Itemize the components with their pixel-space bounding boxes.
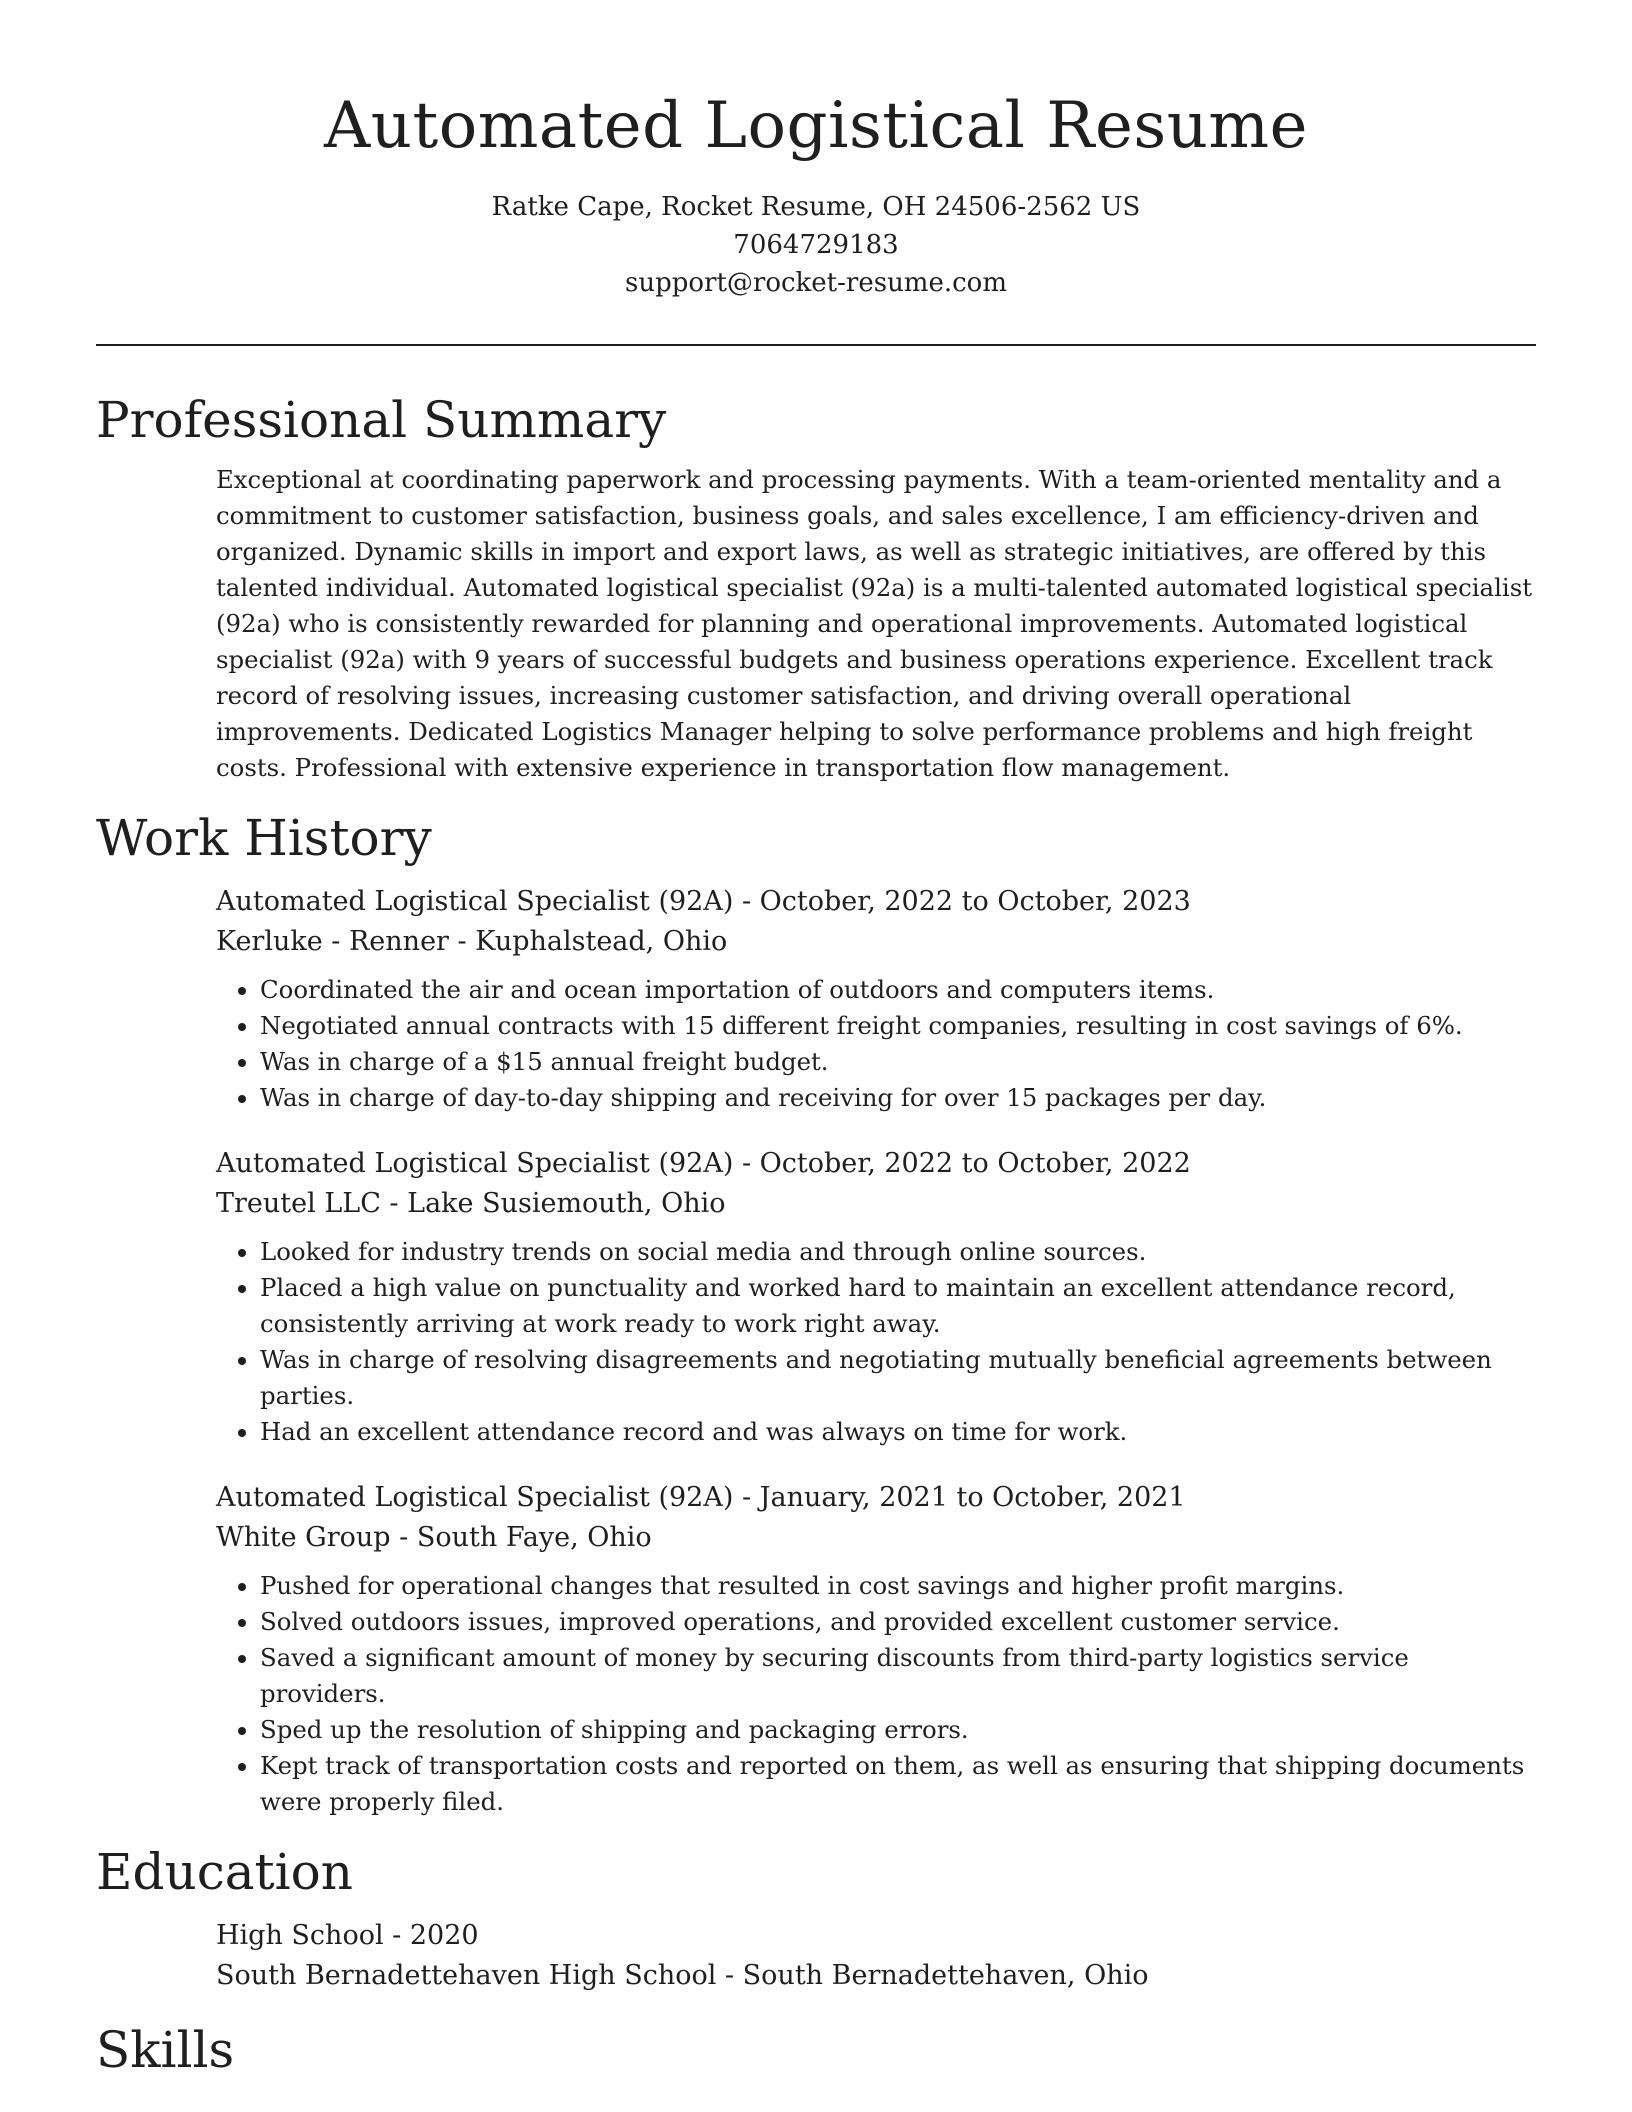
job-bullet: • Sped up the resolution of shipping and packaging errors. [260,1712,1536,1748]
contact-email: support@rocket-resume.com [624,268,1007,298]
section-heading-summary: Professional Summary [96,391,667,449]
job-bullet: • Pushed for operational changes that resulted in cost savings and higher profit margins. [260,1568,1536,1604]
job-title: Automated Logistical Specialist (92A) - October, 2022 to October, 2023 [216,886,1191,917]
summary-section [96,388,1536,786]
job-bullet: • Was in charge of day-to-day shipping and receiving for over 15 packages per day. [260,1080,1536,1116]
education-section [96,1840,1536,1996]
job-bullet: • Solved outdoors issues, improved operations, and provided excellent customer service. [260,1604,1536,1640]
job-bullet: • Looked for industry trends on social media and through online sources. [260,1234,1536,1270]
education-school: South Bernadettehaven High School - South Bernadettehaven, Ohio [216,1960,1149,1991]
contact-address: Ratke Cape, Rocket Resume, OH 24506-2562 US [491,192,1141,222]
job-entry [216,1144,1536,1450]
job-bullet: • Saved a significant amount of money by securing discounts from third-party logistics service providers. [260,1640,1536,1712]
resume-title: Automated Logistical Resume [324,89,1308,163]
job-bullet: • Was in charge of resolving disagreements and negotiating mutually beneficial agreements between parties. [260,1342,1536,1414]
job-bullets [216,972,1536,1116]
job-bullets [216,1234,1536,1450]
job-bullet: • Kept track of transportation costs and reported on them, as well as ensuring that shipping documents were properly filed. [260,1748,1536,1820]
job-entry [216,882,1536,1116]
job-bullet: • Placed a high value on punctuality and worked hard to maintain an excellent attendance record, consistently arriving at work ready to work right away. [260,1270,1536,1342]
contact-phone: 7064729183 [733,230,899,260]
skills-section [96,2018,1536,2082]
work-history-section [96,806,1536,1820]
job-company: Treutel LLC - Lake Susiemouth, Ohio [216,1188,726,1219]
job-bullet: • Negotiated annual contracts with 15 different freight companies, resulting in cost savings of 6%. [260,1008,1536,1044]
job-bullet: • Had an excellent attendance record and was always on time for work. [260,1414,1536,1450]
job-bullets [216,1568,1536,1820]
job-bullet: • Coordinated the air and ocean importation of outdoors and computers items. [260,972,1536,1008]
resume-header [96,0,1536,302]
section-heading-education: Education [96,1843,353,1901]
job-company: White Group - South Faye, Ohio [216,1522,652,1553]
section-heading-work-history: Work History [96,809,432,867]
job-bullet: • Was in charge of a $15 annual freight budget. [260,1044,1536,1080]
job-company: Kerluke - Renner - Kuphalstead, Ohio [216,926,728,957]
resume-page [96,0,1536,2082]
job-entry [216,1478,1536,1820]
summary-text: Exceptional at coordinating paperwork and processing payments. With a team-oriented mentality and a commitment to customer satisfaction, business goals, and sales excellence, I am efficiency-driven and organized. Dynamic skills in import and export laws, as well as strategic initiatives, are offered by this talented individual. Automated logistical specialist (92a) is a multi-talented automated logistical specialist (92a) who is consistently rewarded for planning and operational improvements. Automated logistical specialist (92a) with 9 years of successful budgets and business operations experience. Excellent track record of resolving issues, increasing customer satisfaction, and driving overall operational improvements. Dedicated Logistics Manager helping to solve performance problems and high freight costs. Professional with extensive experience in transportation flow management. [216,465,1533,782]
section-heading-skills: Skills [96,2021,235,2079]
contact-block [96,188,1536,302]
education-entry [216,1916,1536,1996]
education-degree: High School - 2020 [216,1920,479,1951]
job-title: Automated Logistical Specialist (92A) - October, 2022 to October, 2022 [216,1148,1191,1179]
header-divider [96,344,1536,346]
job-title: Automated Logistical Specialist (92A) - January, 2021 to October, 2021 [216,1482,1186,1513]
